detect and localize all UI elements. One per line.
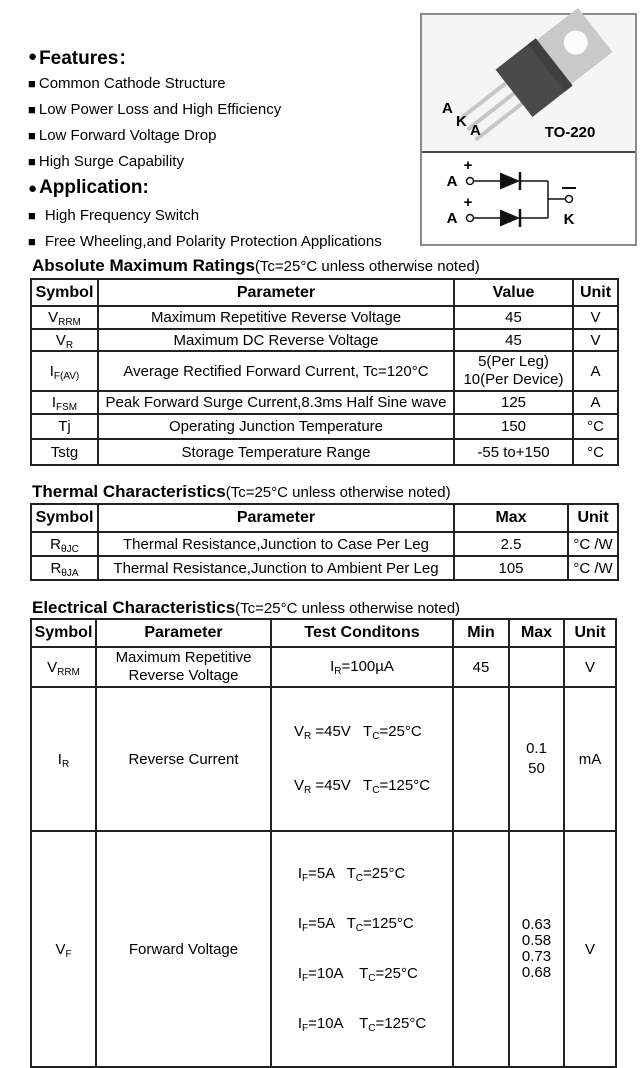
max-cell: 2.5 [454,532,568,556]
column-header: Parameter [96,619,271,647]
parameter-cell [96,647,271,687]
schematic-plus-label: + [463,194,473,211]
symbol-cell: $I_{F(AV)}$ [31,351,98,391]
schematic-cathode-label: K [563,211,575,228]
value-cell: 150 [454,414,573,439]
unit-cell: mA [564,687,616,831]
unit-cell: V [573,306,618,329]
square-bullet-icon: ■ [28,101,36,117]
value-cell: 45 [454,306,573,329]
value-cell [454,351,573,391]
feature-item [28,148,428,174]
symbol-cell: Tstg [31,439,98,465]
package-name-label: TO-220 [544,124,596,141]
condition-line: $I_F=10A$ $T_C=25^\circ C$ [297,965,418,984]
condition-cell [271,647,453,687]
thermal-table [30,503,619,581]
square-bullet-icon: ■ [28,75,36,91]
column-header: Value [454,279,573,306]
parameter-cell: Average Rectified Forward Current, Tc=120°C [98,351,454,391]
abs-max-title [32,256,480,276]
condition-line: $I_F=5A$ $T_C=25^\circ C$ [297,865,406,884]
section-subtitle: (Tc=25°C unless otherwise noted) [254,258,480,275]
table-row [31,351,618,391]
max-cell: 105 [454,556,568,580]
to220-package-illustration [422,15,635,151]
unit-cell: V [564,831,616,1067]
parameter-line: Reverse Voltage [128,667,239,684]
parameter-cell: Thermal Resistance,Junction to Ambient Per Leg [98,556,454,580]
feature-item [28,96,428,122]
max-line: 0.58 [521,932,552,949]
application-item-label: High Frequency Switch [44,206,200,224]
parameter-cell: Forward Voltage [96,831,271,1067]
column-header: Min [453,619,509,647]
parameter-cell: Maximum DC Reverse Voltage [98,329,454,351]
square-bullet-icon: ■ [28,233,36,249]
application-heading [28,174,428,202]
application-item [28,228,428,254]
feature-item-label: Common Cathode Structure [38,74,226,92]
condition-line: $V_R =45V$ $T_C=125^\circ C$ [293,777,431,796]
column-header: Parameter [98,504,454,532]
column-header: Unit [568,504,618,532]
common-cathode-diode-schematic [422,153,635,242]
unit-cell: V [564,647,616,687]
table-row [31,532,618,556]
symbol-cell: $R_{\theta JC}$ [31,532,98,556]
abs-max-table [30,278,619,466]
section-title: Absolute Maximum Ratings [32,256,255,275]
max-line: 0.68 [521,964,552,981]
symbol-cell: $I_R$ [31,687,96,831]
circle-bullet-icon: ● [28,47,38,65]
symbol-cell: $V_{RRM}$ [31,647,96,687]
max-line: 0.1 [526,740,547,757]
max-line: 50 [528,760,545,777]
column-header: Max [454,504,568,532]
min-cell [453,831,509,1067]
application-item-label: Free Wheeling,and Polarity Protection Applications [44,232,382,250]
square-bullet-icon: ■ [28,207,36,223]
application-item [28,202,428,228]
symbol-cell: Tj [31,414,98,439]
package-panel [420,13,637,246]
header-row [31,619,616,647]
feature-item [28,70,428,96]
feature-item-label: Low Forward Voltage Drop [38,126,217,144]
column-header: Parameter [98,279,454,306]
column-header: Unit [564,619,616,647]
table-row [31,647,616,687]
schematic-anode-label: A [446,173,458,190]
parameter-cell: Reverse Current [96,687,271,831]
unit-cell: A [573,391,618,414]
feature-item [28,122,428,148]
feature-item-label: High Surge Capability [38,152,184,170]
symbol-cell: $V_R$ [31,329,98,351]
unit-cell: °C [573,439,618,465]
thermal-title [32,482,451,502]
max-cell [509,831,564,1067]
pin-label-cathode: K [456,113,467,130]
table-row [31,391,618,414]
value-cell: -55 to+150 [454,439,573,465]
square-bullet-icon: ■ [28,153,36,169]
max-cell [509,647,564,687]
header-row [31,279,618,306]
condition-line: $I_F=5A$ $T_C=125^\circ C$ [297,915,414,934]
application-title: Application: [39,177,149,198]
feature-item-label: Low Power Loss and High Efficiency [38,100,282,118]
schematic-panel [422,153,635,242]
section-subtitle: (Tc=25°C unless otherwise noted) [225,484,451,501]
condition-cell [271,831,453,1067]
condition-line: $I_R=100\mu A$ [330,658,394,677]
symbol-cell: $V_{RRM}$ [31,306,98,329]
unit-cell: °C /W [568,556,618,580]
unit-cell: °C [573,414,618,439]
section-title: Electrical Characteristics [32,598,236,617]
column-header: Test Conditons [271,619,453,647]
schematic-anode-label: A [446,210,458,227]
column-header: Symbol [31,619,96,647]
parameter-cell: Peak Forward Surge Current,8.3ms Half Sine wave [98,391,454,414]
table-row [31,414,618,439]
column-header: Unit [573,279,618,306]
features-section [28,42,428,254]
symbol-cell: $V_F$ [31,831,96,1067]
symbol-cell: $R_{\theta JA}$ [31,556,98,580]
column-header: Symbol [31,279,98,306]
max-line: 0.73 [521,948,552,965]
unit-cell: A [573,351,618,391]
value-line: 10(Per Device) [463,371,564,388]
parameter-line: Maximum Repetitive [115,649,252,666]
pin-label-anode-1: A [442,100,453,117]
section-subtitle: (Tc=25°C unless otherwise noted) [235,600,461,617]
header-row [31,504,618,532]
parameter-cell: Thermal Resistance,Junction to Case Per Leg [98,532,454,556]
value-line: 5(Per Leg) [478,353,549,370]
condition-cell [271,687,453,831]
square-bullet-icon: ■ [28,127,36,143]
electrical-table [30,618,617,1068]
column-header: Max [509,619,564,647]
features-title: Features： [39,47,138,69]
table-row [31,329,618,351]
value-cell: 125 [454,391,573,414]
package-drawing-panel [422,15,635,153]
condition-line: $I_F=10A$ $T_C=125^\circ C$ [297,1015,427,1034]
min-cell [453,687,509,831]
parameter-cell: Maximum Repetitive Reverse Voltage [98,306,454,329]
table-row [31,831,616,1067]
max-cell [509,687,564,831]
min-cell: 45 [453,647,509,687]
symbol-cell: $I_{FSM}$ [31,391,98,414]
max-line: 0.63 [521,916,552,933]
parameter-cell: Operating Junction Temperature [98,414,454,439]
condition-line: $V_R =45V$ $T_C=25^\circ C$ [293,723,422,742]
unit-cell: °C /W [568,532,618,556]
section-title: Thermal Characteristics [32,482,226,501]
value-cell: 45 [454,329,573,351]
table-row [31,556,618,580]
electrical-title [32,598,460,618]
table-row [31,306,618,329]
pin-label-anode-2: A [470,122,481,139]
schematic-plus-label: + [463,157,473,174]
features-heading [28,42,428,70]
parameter-cell: Storage Temperature Range [98,439,454,465]
table-row [31,439,618,465]
column-header: Symbol [31,504,98,532]
table-row [31,687,616,831]
unit-cell: V [573,329,618,351]
circle-bullet-icon: ● [28,179,38,197]
